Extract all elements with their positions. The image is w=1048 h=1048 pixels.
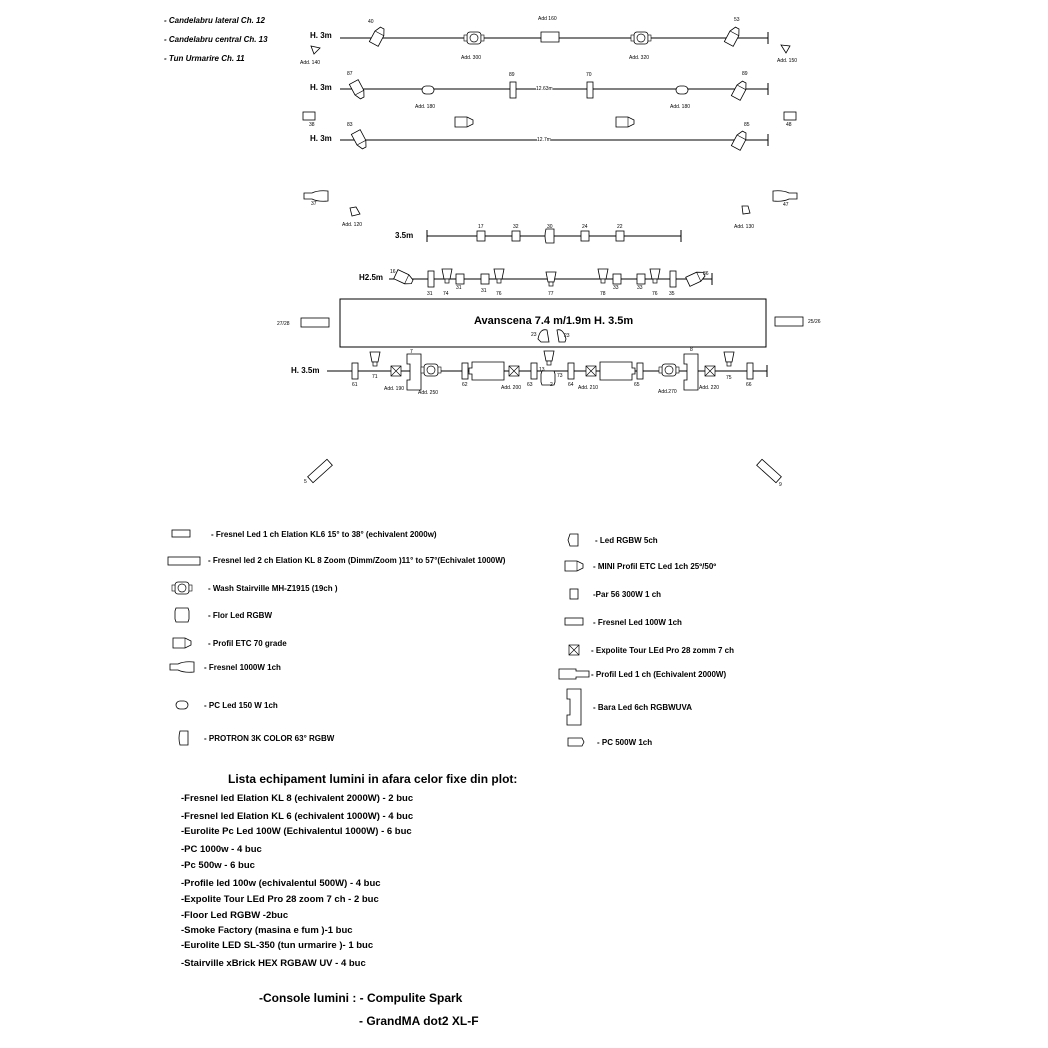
legend-label: - Profil ETC 70 grade [208, 639, 287, 648]
equipment-item: -Pc 500w - 6 buc [181, 860, 255, 871]
fixture-label: 71 [372, 374, 378, 380]
truss-1 [311, 26, 790, 54]
floor-led-icon [175, 608, 189, 622]
stage-label: Avanscena 7.4 m/1.9m H. 3.5m [474, 315, 634, 327]
profile-40 [369, 26, 386, 47]
fixture-label: 64 [568, 382, 574, 388]
equipment-item: -Stairville xBrick HEX RGBAW UV - 4 buc [181, 958, 366, 969]
fixture-label: Add. 300 [461, 55, 482, 61]
fixture-label: 75 [726, 375, 732, 381]
led-rgbw-icon [568, 534, 578, 546]
protron-icon [179, 731, 188, 745]
fixture-label: 16 [390, 269, 396, 275]
expolite-icon [569, 645, 579, 655]
fixture-label: 7 [410, 349, 413, 355]
equipment-item: -Expolite Tour LEd Pro 28 zoom 7 ch - 2 buc [181, 894, 379, 905]
fixture-label: 30 [547, 224, 553, 230]
fixture-label: 63 [527, 382, 533, 388]
fixture-label: 77 [548, 291, 554, 297]
legend-label: - Fresnel 1000W 1ch [204, 663, 281, 672]
fixture-label: 37 [311, 201, 317, 207]
fixture-label: 33 [637, 285, 643, 291]
fixture-label: 27/28 [277, 321, 290, 327]
height-row3: H. 3m [310, 134, 332, 143]
fixture-label: 31 [481, 288, 487, 294]
led-140 [311, 46, 320, 54]
legend-label: - PROTRON 3K COLOR 63° RGBW [204, 734, 335, 743]
mini-profile-icon [565, 561, 583, 571]
fixture-label: 35 [669, 291, 675, 297]
pc-500w-icon [568, 738, 584, 746]
equipment-item: -Eurolite LED SL-350 (tun urmarire )- 1 buc [181, 940, 374, 951]
fixture-label: 65 [634, 382, 640, 388]
legend-label: - PC 500W 1ch [597, 738, 653, 747]
legend-label: - MINI Profil ETC Led 1ch 25º/50º [593, 562, 717, 571]
fixture-label: 38 [309, 122, 315, 128]
led-bar-icon [567, 689, 581, 725]
side-spots [308, 459, 782, 482]
fixture-label: 13 [539, 367, 545, 373]
legend-label: - Fresnel Led 1 ch Elation KL6 15° to 38° (echivalent 2000w) [211, 530, 437, 539]
distance-1: 12.63m [536, 86, 553, 92]
equipment-item: -Fresnel led Elation KL 8 (echivalent 2000W) - 2 buc [181, 793, 414, 804]
equipment-item: -Eurolite Pc Led 100W (Echivalentul 1000W) - 6 buc [181, 826, 412, 837]
legend-label: - Fresnel Led 100W 1ch [593, 618, 682, 627]
fresnel-led-100w-icon [565, 618, 583, 625]
fixture-label: 78 [600, 291, 606, 297]
led-150 [781, 45, 790, 53]
fixture-label: Add. 150 [777, 58, 798, 64]
fresnel-led-2ch-icon [168, 557, 200, 565]
fixture-label: Add. 130 [734, 224, 755, 230]
fixture-label: Add. 140 [300, 60, 321, 66]
fixture-label: 17 [478, 224, 484, 230]
height-row4: 3.5m [395, 231, 414, 240]
equipment-item: -Floor Led RGBW -2buc [181, 910, 289, 921]
fixture-label: 83 [347, 122, 353, 128]
console-line-1: -Console lumini : - Compulite Spark [259, 991, 463, 1005]
legend-label: - Fresnel led 2 ch Elation KL 8 Zoom (Dimm/Zoom )11° to 57°(Echivalet 1000W) [208, 556, 506, 565]
note-2: - Candelabru central Ch. 13 [164, 35, 268, 44]
fixture-label: 74 [443, 291, 449, 297]
fixture-label: 61 [352, 382, 358, 388]
fixture-label: 32 [513, 224, 519, 230]
fixture-label: 33 [613, 285, 619, 291]
fixture-label: 70 [586, 72, 592, 78]
distance-2: 12.7m [537, 137, 551, 143]
fixture-label: 47 [783, 202, 789, 208]
profile-led-icon [559, 669, 589, 679]
fixture-label: 76 [496, 291, 502, 297]
note-1: - Candelabru lateral Ch. 12 [164, 16, 265, 25]
profile-etc-icon [173, 638, 191, 648]
fixture-label: Add. 200 [501, 385, 522, 391]
fixture-label: 66 [746, 382, 752, 388]
legend-label: - Led RGBW 5ch [595, 536, 658, 545]
legend-label: - PC Led 150 W 1ch [204, 701, 278, 710]
height-row6: H. 3.5m [291, 366, 320, 375]
fixture-label: 76 [652, 291, 658, 297]
fixture-label: 9 [779, 482, 782, 488]
profile-53 [724, 26, 741, 47]
fixture-label: 48 [786, 122, 792, 128]
truss-5 [389, 269, 712, 287]
fixture-label: 36 [703, 271, 709, 277]
wash-icon [172, 582, 192, 594]
fixture-label: Add. 320 [629, 55, 650, 61]
height-row5: H2.5m [359, 273, 384, 282]
fixture-label: 40 [368, 19, 374, 25]
wash-320 [631, 32, 651, 44]
note-3: - Tun Urmarire Ch. 11 [164, 54, 245, 63]
equipment-item: -Fresnel led Elation KL 6 (echivalent 1000W) - 4 buc [181, 811, 414, 822]
legend-label: - Flor Led RGBW [208, 611, 272, 620]
fixture-label: Add. 220 [699, 385, 720, 391]
wash-300 [464, 32, 484, 44]
fixture-label: 5 [304, 479, 307, 485]
equipment-item: -PC 1000w - 4 buc [181, 844, 262, 855]
fixture-label: 53 [734, 17, 740, 23]
fixture-label: 31 [456, 285, 462, 291]
fixture-label: Add 160 [538, 16, 557, 22]
truss-4 [427, 229, 681, 243]
fixture-label: Add. 180 [415, 104, 436, 110]
fixture-label: 25/26 [808, 319, 821, 325]
fixture-label: 87 [347, 71, 353, 77]
fixture-label: 23 [564, 333, 570, 339]
par56-icon [570, 589, 578, 599]
fresnel-led-1ch-icon [172, 530, 190, 537]
fixture-label: Add.270 [658, 389, 677, 395]
fixture-label: Add. 210 [578, 385, 599, 391]
fixture-label: 89 [742, 71, 748, 77]
legend-label: - Bara Led 6ch RGBWUVA [593, 703, 692, 712]
fixture-label: Add. 120 [342, 222, 363, 228]
floor-160 [541, 32, 559, 42]
fixture-label: Add. 180 [670, 104, 691, 110]
fixture-label: 2 [550, 382, 553, 388]
equipment-item: -Profile led 100w (echivalentul 500W) - 4 buc [181, 878, 381, 889]
fixture-label: 31 [427, 291, 433, 297]
fixture-label: Add. 190 [384, 386, 405, 392]
fixture-label: 8 [690, 347, 693, 353]
equipment-item: -Smoke Factory (masina e fum )-1 buc [181, 925, 353, 936]
fixture-label: 62 [462, 382, 468, 388]
height-row2: H. 3m [310, 83, 332, 92]
fresnel-1000w-icon [170, 662, 194, 673]
fixture-label: 23 [531, 332, 537, 338]
fixture-label: 22 [617, 224, 623, 230]
console-line-2: - GrandMA dot2 XL-F [359, 1014, 479, 1028]
fixture-label: Add. 250 [418, 390, 439, 396]
equipment-title: Lista echipament lumini in afara celor fixe din plot: [228, 772, 518, 786]
legend-label: - Expolite Tour LEd Pro 28 zomm 7 ch [591, 646, 734, 655]
fixture-label: 85 [744, 122, 750, 128]
legend-label: - Wash Stairville MH-Z1915 (19ch ) [208, 584, 338, 593]
height-row1: H. 3m [310, 31, 332, 40]
legend-label: -Par 56 300W 1 ch [593, 590, 662, 599]
legend-label: - Profil Led 1 ch (Echivalent 2000W) [591, 670, 727, 679]
fixture-label: 73 [557, 373, 563, 379]
fixture-label: 89 [509, 72, 515, 78]
pc-led-icon [176, 701, 188, 709]
fixture-label: 24 [582, 224, 588, 230]
